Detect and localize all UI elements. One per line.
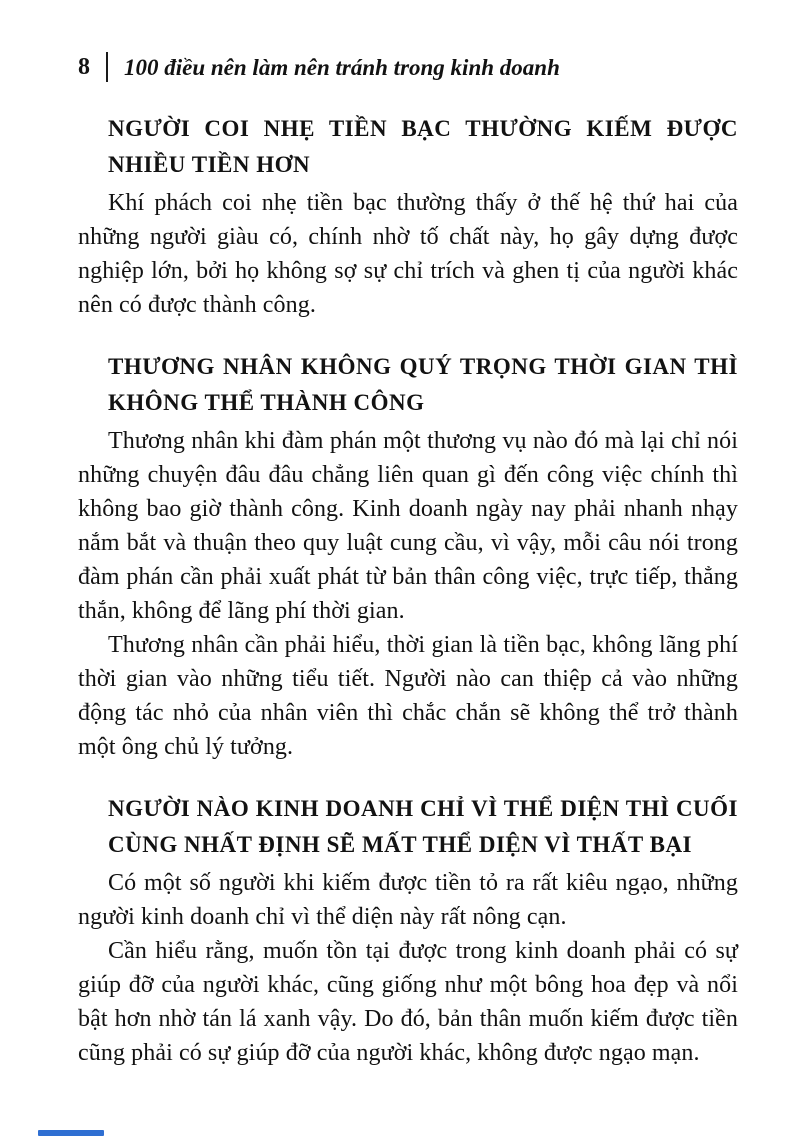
- running-header: [78, 50, 738, 84]
- section-paragraph: Thương nhân khi đàm phán một thương vụ nào đó mà lại chỉ nói những chuyện đâu đâu chẳng liên quan gì đến công việc chính thì không bao giờ thành công. Kinh doanh ngày nay phải nhanh nhạy nắm bắt và thuận theo quy luật cung cầu, vì vậy, mỗi câu nói trong đàm phán cần phải xuất phát từ bản thân công việc, trực tiếp, thẳng thắn, không để lãng phí thời gian.: [78, 428, 738, 624]
- running-title: 100 điều nên làm nên tránh trong kinh doanh: [124, 54, 560, 80]
- page-number: 8: [78, 54, 90, 80]
- section-time: [78, 349, 738, 764]
- section-heading: NGƯỜI NÀO KINH DOANH CHỈ VÌ THỂ DIỆN THÌ CUỐI CÙNG NHẤT ĐỊNH SẼ MẤT THỂ DIỆN VÌ THẤT BẠI: [108, 796, 738, 857]
- section-heading: THƯƠNG NHÂN KHÔNG QUÝ TRỌNG THỜI GIAN THÌ KHÔNG THỂ THÀNH CÔNG: [108, 354, 738, 415]
- section-paragraph: Khí phách coi nhẹ tiền bạc thường thấy ở thế hệ thứ hai của những người giàu có, chính nhờ tố chất này, họ gây dựng được nghiệp lớn, bởi họ không sợ sự chỉ trích và ghen tị của người khác nên có được thành công.: [78, 190, 738, 318]
- section-face: [78, 791, 738, 1070]
- header-divider: [106, 52, 108, 82]
- section-paragraph: Cần hiểu rằng, muốn tồn tại được trong kinh doanh phải có sự giúp đỡ của người khác, cũng giống như một bông hoa đẹp và nổi bật hơn nhờ tán lá xanh vậy. Do đó, bản thân muốn kiếm được tiền cũng phải có sự giúp đỡ của người khác, không được ngạo mạn.: [78, 938, 738, 1066]
- section-paragraph: Thương nhân cần phải hiểu, thời gian là tiền bạc, không lãng phí thời gian vào những tiểu tiết. Người nào can thiệp cả vào những động tác nhỏ của nhân viên thì chắc chắn sẽ không thể trở thành một ông chủ lý tưởng.: [78, 632, 738, 760]
- scan-artifact-blue-bar: [38, 1130, 104, 1136]
- section-heading: NGƯỜI COI NHẸ TIỀN BẠC THƯỜNG KIẾM ĐƯỢC NHIỀU TIỀN HƠN: [108, 116, 738, 177]
- section-money: [78, 111, 738, 322]
- section-paragraph: Có một số người khi kiếm được tiền tỏ ra rất kiêu ngạo, những người kinh doanh chỉ vì thể diện này rất nông cạn.: [78, 870, 738, 930]
